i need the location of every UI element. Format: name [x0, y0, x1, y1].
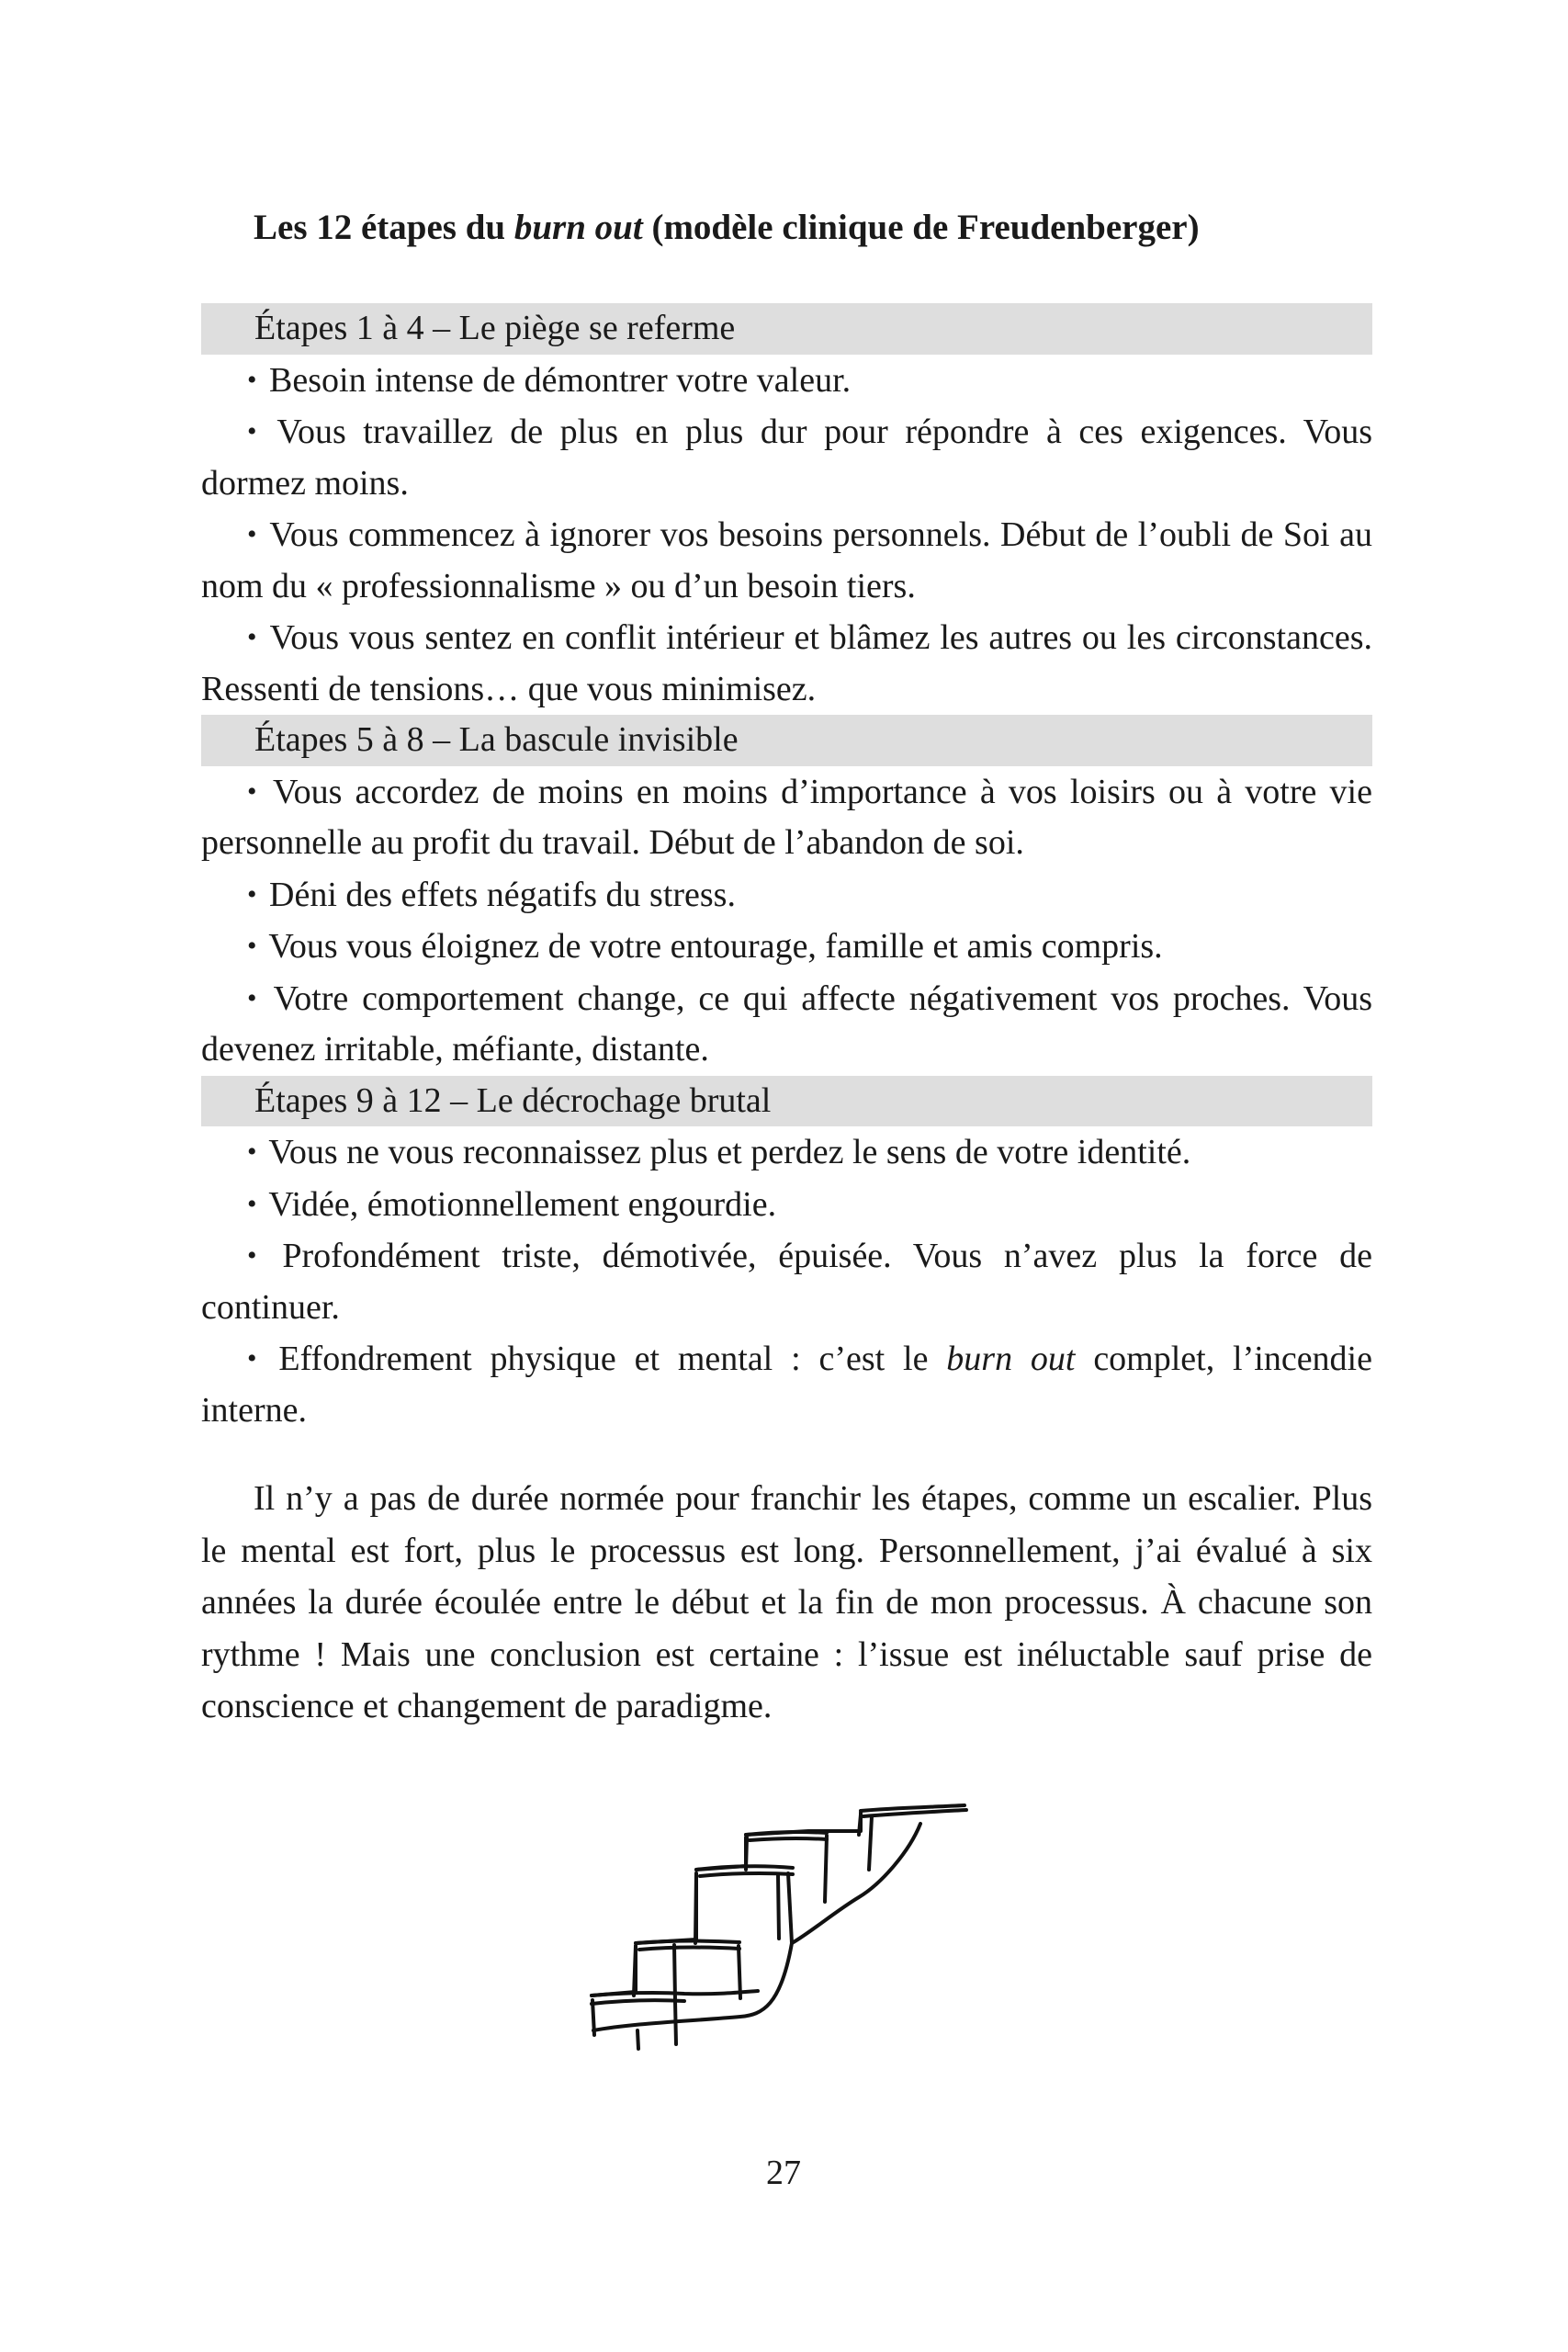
- staircase-illustration: [579, 1796, 992, 2072]
- list-item-text: Vous vous sentez en conflit intérieur et blâmez les autres ou les circonstances. Ressenti de tensions… que vous minimisez.: [201, 618, 1372, 708]
- list-item: [201, 612, 1372, 715]
- bullet-icon: •: [247, 622, 257, 652]
- body-paragraph: Il n’y a pas de durée normée pour franchir les étapes, comme un escalier. Plus le mental est fort, plus le processus est long. Personnellement, j’ai évalué à six années la durée écoulée entre le début et la fin de mon processus. À chacune son rythme ! Mais une conclusion est certaine : l’issue est inéluctable sauf prise de conscience et changement de paradigme.: [201, 1479, 1372, 1725]
- stage-heading-9-12: Étapes 9 à 12 – Le décrochage brutal: [201, 1076, 1372, 1127]
- list-item: [201, 869, 1372, 922]
- list-item: [201, 406, 1372, 509]
- list-item: [201, 1179, 1372, 1231]
- list-item-italic-term: burn out: [946, 1340, 1076, 1378]
- list-item: [201, 355, 1372, 407]
- bullet-icon: •: [247, 1136, 257, 1167]
- title-text-end: (modèle clinique de Freudenberger): [642, 208, 1200, 247]
- bullet-icon: •: [247, 1343, 257, 1374]
- bullet-icon: •: [247, 1240, 257, 1271]
- list-item-text: Profondément triste, démotivée, épuisée. Vous n’avez plus la force de continuer.: [201, 1237, 1373, 1327]
- bullet-icon: •: [247, 931, 257, 961]
- title-italic-term: burn out: [513, 208, 643, 247]
- list-item-text-end: complet, l’incendie interne.: [201, 1340, 1372, 1430]
- bullet-icon: •: [247, 775, 257, 807]
- bullet-icon: •: [247, 1188, 257, 1219]
- list-item: [201, 921, 1372, 973]
- list-item-text: Vous ne vous reconnaissez plus et perdez le sens de votre identité.: [268, 1133, 1191, 1171]
- bullet-icon: •: [247, 364, 257, 395]
- list-item-text: Besoin intense de démontrer votre valeur.: [269, 360, 852, 400]
- list-item-text: Déni des effets négatifs du stress.: [269, 875, 736, 914]
- bullet-icon: •: [247, 519, 257, 549]
- list-item-text: Votre comportement change, ce qui affecte négativement vos proches. Vous devenez irritable, méfiante, distante.: [201, 978, 1372, 1069]
- bullet-icon: •: [247, 416, 257, 447]
- list-item-text-start: Effondrement physique et mental : c’est le: [278, 1340, 947, 1378]
- list-item-text: Vidée, émotionnellement engourdie.: [268, 1184, 777, 1224]
- list-item-text: Vous vous éloignez de votre entourage, famille et amis compris.: [268, 927, 1163, 966]
- list-item: [201, 1230, 1372, 1333]
- section-title: [254, 204, 1402, 252]
- list-item-text: Vous accordez de moins en moins d’importance à vos loisirs ou à votre vie personnelle au profit du travail. Début de l’abandon de soi.: [201, 772, 1372, 862]
- page-number: 27: [766, 2154, 801, 2192]
- bullet-icon: •: [247, 878, 257, 910]
- title-text-start: Les 12 étapes du: [254, 208, 514, 247]
- stage-heading-5-8: Étapes 5 à 8 – La bascule invisible: [201, 715, 1372, 766]
- stages-list: [201, 303, 1372, 1436]
- list-item: [201, 1333, 1372, 1436]
- list-item: [201, 766, 1372, 869]
- bullet-icon: •: [247, 982, 257, 1013]
- list-item: [201, 509, 1372, 612]
- list-item-text: Vous travaillez de plus en plus dur pour répondre à ces exigences. Vous dormez moins.: [201, 413, 1372, 503]
- list-item: [201, 973, 1372, 1076]
- stage-heading-1-4: Étapes 1 à 4 – Le piège se referme: [201, 303, 1372, 355]
- list-item-text: Vous commencez à ignorer vos besoins personnels. Début de l’oubli de Soi au nom du « professionnalisme » ou d’un besoin tiers.: [201, 515, 1372, 605]
- staircase-icon: [579, 1796, 992, 2072]
- list-item: [201, 1126, 1372, 1179]
